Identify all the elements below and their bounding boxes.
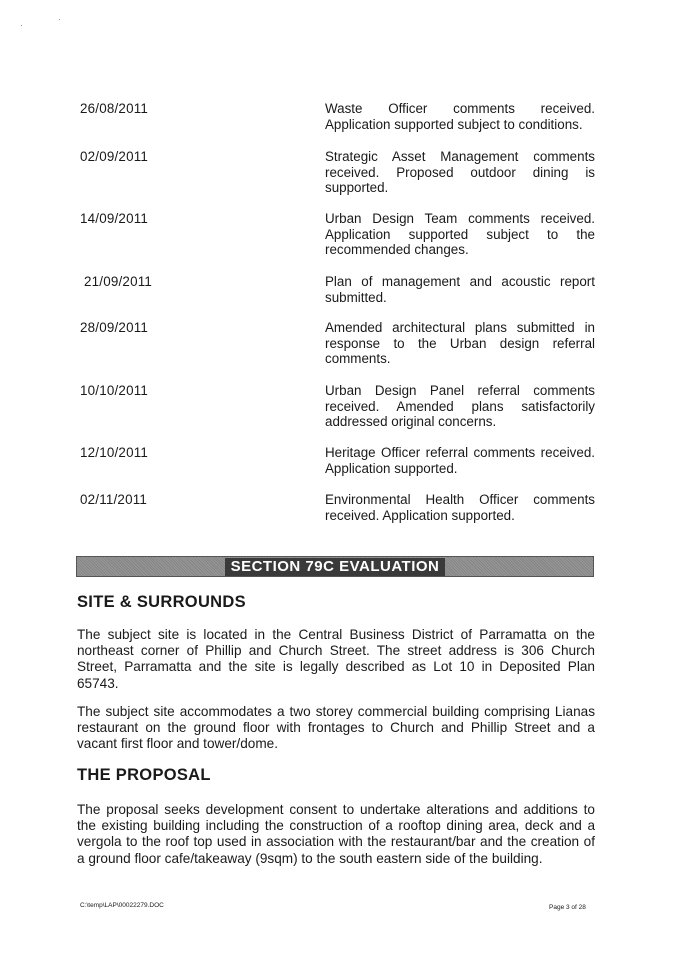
timeline-date: 02/11/2011 [80, 492, 148, 507]
page-speck: · [20, 20, 23, 30]
timeline-date: 26/08/2011 [80, 101, 149, 116]
timeline-entry: Plan of management and acoustic report submitted. [325, 274, 595, 305]
section-title: SECTION 79C EVALUATION [225, 558, 446, 576]
site-heading: SITE & SURROUNDS [77, 593, 246, 611]
page-speck: · [58, 14, 61, 24]
section-banner [76, 556, 594, 577]
timeline-date: 21/09/2011 [84, 274, 153, 289]
timeline-date: 14/09/2011 [80, 211, 149, 226]
footer-page-number: Page 3 of 28 [549, 904, 586, 911]
timeline-entry: Amended architectural plans submitted in response to the Urban design referral comments. [325, 320, 595, 367]
proposal-paragraph: The proposal seeks development consent to undertake alterations and additions to the existing building including the construction of a rooftop dining area, deck and a vergola to the roof top used in association with the restaurant/bar and the creation of a ground floor cafe/takeaway (9sqm) to the south eastern side of the building. [77, 802, 595, 866]
timeline-entry: Strategic Asset Management comments received. Proposed outdoor dining is supported. [325, 149, 595, 196]
timeline-entry: Urban Design Panel referral comments received. Amended plans satisfactorily addressed original concerns. [325, 383, 595, 430]
timeline-date: 10/10/2011 [80, 383, 149, 398]
timeline-entry: Heritage Officer referral comments received. Application supported. [325, 445, 595, 476]
timeline-date: 12/10/2011 [80, 445, 149, 460]
timeline-date: 02/09/2011 [80, 149, 149, 164]
site-paragraph: The subject site is located in the Central Business District of Parramatta on the northeast corner of Phillip and Church Street. The street address is 306 Church Street, Parramatta and the site is legally described as Lot 10 in Deposited Plan 65743. [77, 627, 595, 691]
timeline-entry: Environmental Health Officer comments received. Application supported. [325, 492, 595, 523]
site-paragraph: The subject site accommodates a two storey commercial building comprising Lianas restaurant on the ground floor with frontages to Church and Phillip Street and a vacant first floor and tower/dome. [77, 704, 595, 752]
timeline-date: 28/09/2011 [80, 320, 149, 335]
footer-file-path: C:\temp\LAP\00022279.DOC [80, 902, 164, 909]
timeline-entry: Waste Officer comments received. Application supported subject to conditions. [325, 101, 595, 132]
timeline-entry: Urban Design Team comments received. Application supported subject to the recommended changes. [325, 211, 595, 258]
proposal-heading: THE PROPOSAL [77, 766, 211, 784]
